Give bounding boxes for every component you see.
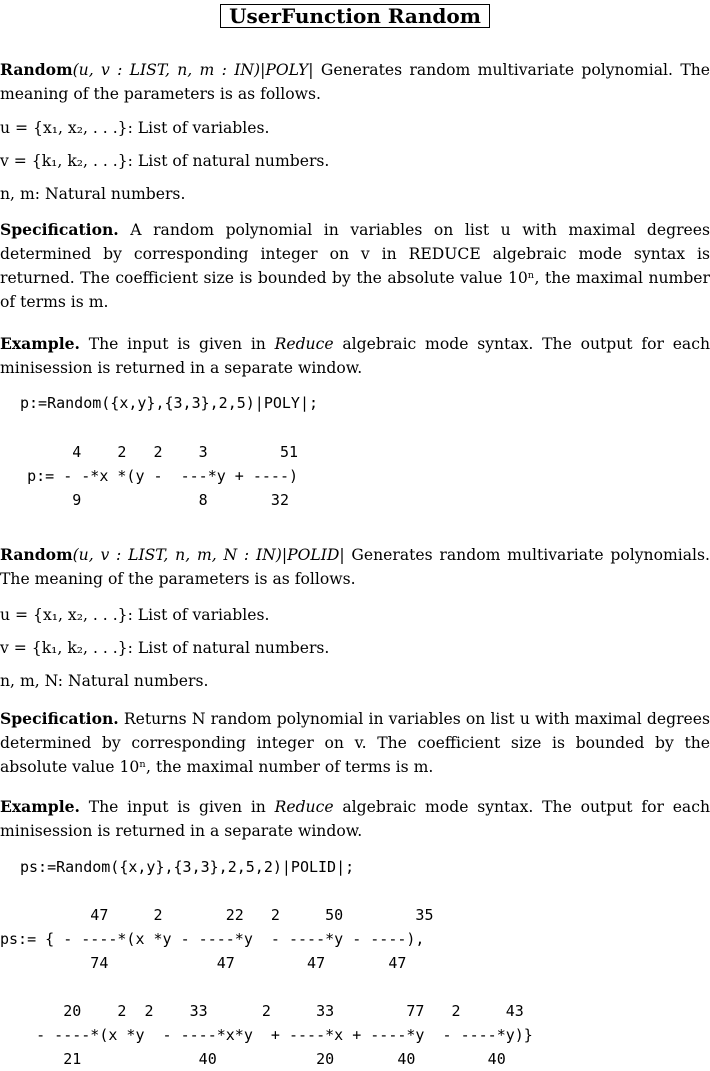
random-poly-definition bbox=[0, 58, 710, 106]
function-description: Generates random multivariate polynomial. The meaning of the parameters is as follows. bbox=[0, 61, 710, 103]
code-output: 4 2 2 3 51 p:= - -*x *(y - ---*y + ----) 9 8 32 bbox=[27, 443, 299, 509]
specification-label: Specification. bbox=[0, 709, 119, 728]
function-description: Generates random multivariate polynomials. The meaning of the parameters is as follows. bbox=[0, 546, 710, 588]
param-v: v = {k₁, k₂, . . .}: List of natural numbers. bbox=[0, 152, 330, 170]
code-input: ps:=Random({x,y},{3,3},2,5,2)|POLID|; bbox=[20, 858, 355, 876]
page-title: UserFunction Random bbox=[220, 4, 490, 28]
example-text: The input is given in bbox=[79, 798, 275, 816]
function-name: Random bbox=[0, 545, 73, 564]
code-input: p:=Random({x,y},{3,3},2,5)|POLY|; bbox=[20, 394, 319, 412]
param-v: v = {k₁, k₂, . . .}: List of natural numbers. bbox=[0, 639, 330, 657]
example bbox=[0, 332, 710, 380]
example-label: Example. bbox=[0, 797, 80, 816]
example-text-2: algebraic mode syntax. The output for each minisession is returned in a separate window. bbox=[0, 798, 710, 840]
example-reduce: Reduce bbox=[274, 335, 334, 353]
specification-text: A random polynomial in variables on list u with maximal degrees determined by corresponding integer on v in REDUCE algebraic mode syntax is returned. The coefficient size is bounded by the absolute value 10ⁿ, the maximal number of terms is m. bbox=[0, 221, 710, 311]
param-u: u = {x₁, x₂, . . .}: List of variables. bbox=[0, 606, 270, 624]
function-signature: (u, v : LIST, n, m : IN)|POLY| bbox=[72, 61, 314, 79]
param-nm: n, m: Natural numbers. bbox=[0, 185, 186, 203]
example-label: Example. bbox=[0, 334, 80, 353]
param-u: u = {x₁, x₂, . . .}: List of variables. bbox=[0, 119, 270, 137]
page-title-wrap bbox=[0, 4, 710, 30]
example-reduce: Reduce bbox=[274, 798, 334, 816]
random-polid-definition bbox=[0, 543, 710, 591]
code-output: 47 2 22 2 50 35 ps:= { - ----*(x *y - ----*y - ----*y - ----), 74 47 47 47 20 2 2 33 2 33 77 2 43 - ----*(x *y - ----*x*y + ----*x + ----*y - ----*y)} 21 40 20 40 40 bbox=[0, 906, 533, 1068]
function-name: Random bbox=[0, 60, 73, 79]
specification bbox=[0, 218, 710, 314]
specification bbox=[0, 707, 710, 779]
specification-text: Returns N random polynomial in variables on list u with maximal degrees determined by corresponding integer on v. The coefficient size is bounded by the absolute value 10ⁿ, the maximal number of terms is m. bbox=[0, 710, 710, 776]
example bbox=[0, 795, 710, 843]
param-nmN: n, m, N: Natural numbers. bbox=[0, 672, 209, 690]
function-signature: (u, v : LIST, n, m, N : IN)|POLID| bbox=[72, 546, 345, 564]
example-text: The input is given in bbox=[79, 335, 275, 353]
specification-label: Specification. bbox=[0, 220, 119, 239]
example-text-2: algebraic mode syntax. The output for each minisession is returned in a separate window. bbox=[0, 335, 710, 377]
